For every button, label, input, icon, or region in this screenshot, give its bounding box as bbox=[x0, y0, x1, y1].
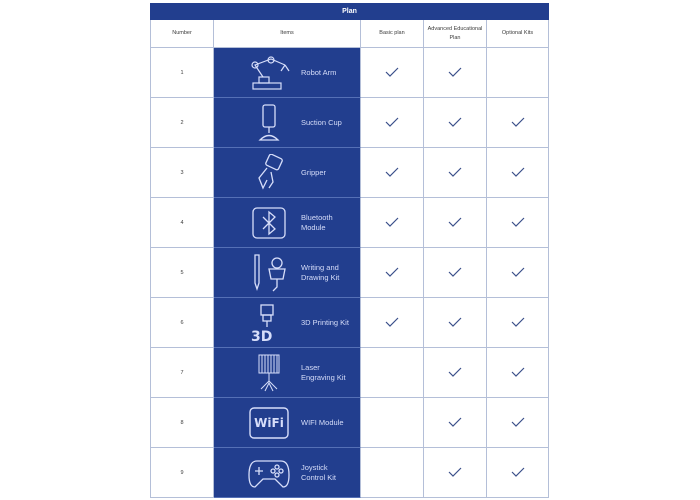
wifi-icon-text: WiFi bbox=[254, 415, 284, 430]
item-cell bbox=[214, 248, 361, 298]
checkmark-icon bbox=[384, 116, 400, 130]
basic-plan-cell bbox=[361, 48, 424, 98]
item-cell bbox=[214, 448, 361, 498]
header-number: Number bbox=[150, 20, 214, 48]
table-row bbox=[150, 148, 549, 198]
header-items: Items bbox=[214, 20, 361, 48]
checkmark-icon bbox=[510, 416, 526, 430]
optional-kits-cell bbox=[487, 198, 549, 248]
gripper-icon bbox=[239, 151, 299, 195]
optional-kits-cell bbox=[487, 148, 549, 198]
advanced-plan-cell bbox=[424, 298, 487, 348]
item-cell bbox=[214, 398, 361, 448]
item-label: Robot Arm bbox=[301, 67, 337, 77]
item-label: Gripper bbox=[301, 167, 327, 177]
bluetooth-icon bbox=[239, 201, 299, 245]
checkmark-icon bbox=[447, 366, 463, 380]
row-number: 6 bbox=[150, 298, 214, 348]
optional-kits-cell bbox=[487, 298, 549, 348]
row-number: 7 bbox=[150, 348, 214, 398]
table-row bbox=[150, 248, 549, 298]
advanced-plan-cell bbox=[424, 448, 487, 498]
checkmark-icon bbox=[384, 166, 400, 180]
item-cell bbox=[214, 98, 361, 148]
checkmark-icon bbox=[447, 266, 463, 280]
item-label: Suction Cup bbox=[301, 117, 342, 127]
row-number: 4 bbox=[150, 198, 214, 248]
checkmark-icon bbox=[447, 416, 463, 430]
checkmark-icon bbox=[510, 116, 526, 130]
advanced-plan-cell bbox=[424, 98, 487, 148]
checkmark-icon bbox=[510, 166, 526, 180]
basic-plan-cell bbox=[361, 398, 424, 448]
item-label: WIFI Module bbox=[301, 417, 344, 427]
basic-plan-cell bbox=[361, 248, 424, 298]
checkmark-icon bbox=[510, 266, 526, 280]
table-title: Plan bbox=[150, 3, 549, 20]
row-number: 1 bbox=[150, 48, 214, 98]
table-row bbox=[150, 298, 549, 348]
table-row bbox=[150, 48, 549, 98]
item-label: Bluetooth Module bbox=[301, 212, 333, 232]
checkmark-icon bbox=[447, 166, 463, 180]
item-label: Laser Engraving Kit bbox=[301, 362, 346, 382]
optional-kits-cell bbox=[487, 98, 549, 148]
row-number: 3 bbox=[150, 148, 214, 198]
advanced-plan-cell bbox=[424, 148, 487, 198]
row-number: 5 bbox=[150, 248, 214, 298]
optional-kits-cell bbox=[487, 448, 549, 498]
basic-plan-cell bbox=[361, 148, 424, 198]
optional-kits-cell bbox=[487, 348, 549, 398]
table-row bbox=[150, 98, 549, 148]
item-cell bbox=[214, 148, 361, 198]
checkmark-icon bbox=[510, 466, 526, 480]
table-row bbox=[150, 448, 549, 498]
item-cell bbox=[214, 348, 361, 398]
basic-plan-cell bbox=[361, 448, 424, 498]
checkmark-icon bbox=[384, 266, 400, 280]
robot-arm-icon bbox=[239, 51, 299, 95]
svg-text:3D: 3D bbox=[251, 328, 273, 343]
checkmark-icon bbox=[447, 216, 463, 230]
header-optional-kits: Optional Kits bbox=[487, 20, 549, 48]
checkmark-icon bbox=[384, 66, 400, 80]
advanced-plan-cell bbox=[424, 48, 487, 98]
optional-kits-cell bbox=[487, 248, 549, 298]
advanced-plan-cell bbox=[424, 248, 487, 298]
3d-printer-icon bbox=[239, 301, 299, 345]
checkmark-icon bbox=[447, 66, 463, 80]
row-number: 8 bbox=[150, 398, 214, 448]
checkmark-icon bbox=[384, 316, 400, 330]
advanced-plan-cell bbox=[424, 398, 487, 448]
header-row bbox=[150, 20, 549, 48]
basic-plan-cell bbox=[361, 198, 424, 248]
laser-icon bbox=[239, 351, 299, 395]
item-label: Joystick Control Kit bbox=[301, 462, 337, 482]
checkmark-icon bbox=[447, 466, 463, 480]
advanced-plan-cell bbox=[424, 198, 487, 248]
optional-kits-cell bbox=[487, 48, 549, 98]
checkmark-icon bbox=[510, 366, 526, 380]
item-cell bbox=[214, 48, 361, 98]
checkmark-icon bbox=[447, 116, 463, 130]
item-cell bbox=[214, 298, 361, 348]
joystick-icon bbox=[239, 451, 299, 495]
advanced-plan-cell bbox=[424, 348, 487, 398]
table-row bbox=[150, 398, 549, 448]
plan-table bbox=[150, 3, 549, 497]
item-label: 3D Printing Kit bbox=[301, 317, 349, 327]
checkmark-icon bbox=[384, 216, 400, 230]
row-number: 2 bbox=[150, 98, 214, 148]
suction-cup-icon bbox=[239, 101, 299, 145]
basic-plan-cell bbox=[361, 348, 424, 398]
row-number: 9 bbox=[150, 448, 214, 498]
checkmark-icon bbox=[510, 216, 526, 230]
header-advanced-plan: Advanced Educational Plan bbox=[424, 20, 487, 48]
wifi-icon bbox=[239, 401, 299, 445]
table-body bbox=[150, 48, 549, 498]
checkmark-icon bbox=[447, 316, 463, 330]
item-cell bbox=[214, 198, 361, 248]
item-label: Writing and Drawing Kit bbox=[301, 262, 340, 282]
table-row bbox=[150, 198, 549, 248]
basic-plan-cell bbox=[361, 98, 424, 148]
optional-kits-cell bbox=[487, 398, 549, 448]
pen-holder-icon bbox=[239, 251, 299, 295]
basic-plan-cell bbox=[361, 298, 424, 348]
header-basic-plan: Basic plan bbox=[361, 20, 424, 48]
table-row bbox=[150, 348, 549, 398]
checkmark-icon bbox=[510, 316, 526, 330]
